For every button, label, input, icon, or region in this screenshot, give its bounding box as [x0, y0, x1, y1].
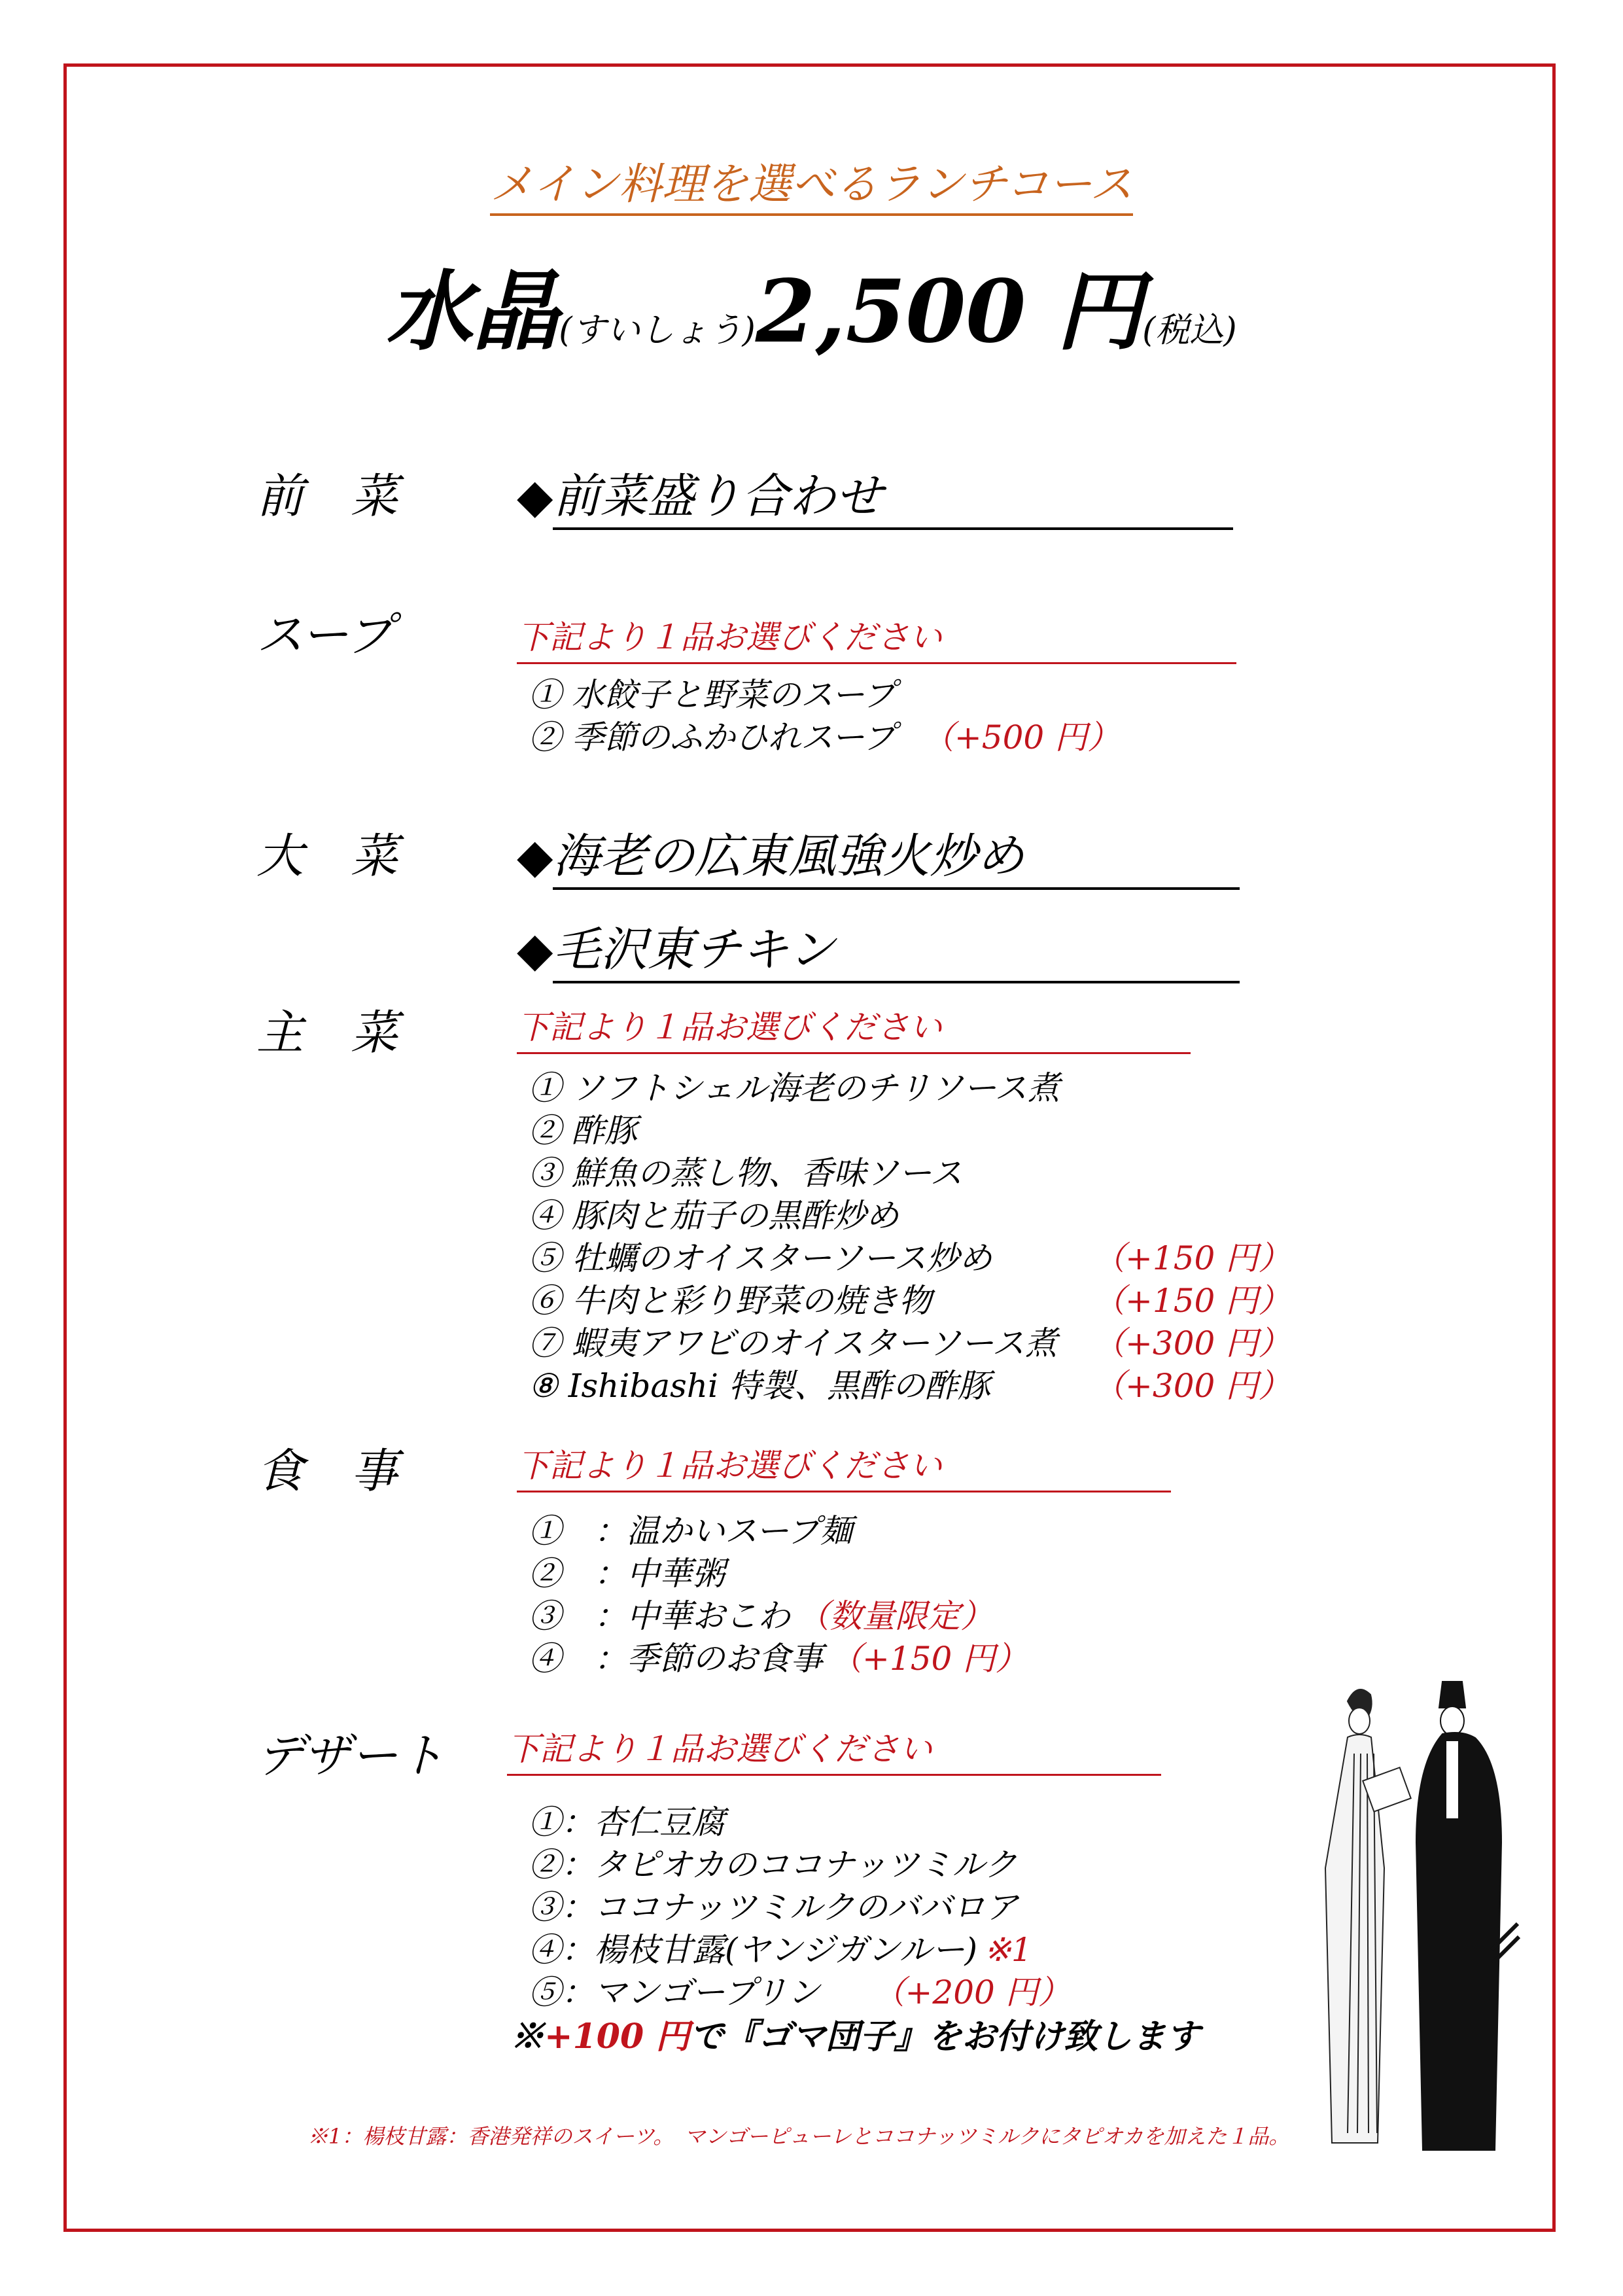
- course-name: 水晶: [386, 261, 559, 362]
- dessert-item-5: ⑤：マンゴープリン （+200 円）: [529, 1973, 1071, 2011]
- main-item-7: ⑦ 蝦夷アワビのオイスターソース煮: [529, 1324, 1058, 1362]
- dessert-item-3: ③：ココナッツミルクのババロア: [529, 1888, 1018, 1926]
- course-subtitle: メイン料理を選べるランチコース: [0, 149, 1623, 211]
- dessert-item-2: ②：タピオカのココナッツミルク: [529, 1846, 1017, 1884]
- main-item-7-price: （+300 円）: [1092, 1324, 1291, 1362]
- category-appetizer: 前 菜: [256, 468, 398, 523]
- appetizer-item: ◆前菜盛り合わせ: [517, 458, 1246, 530]
- category-large: 大 菜: [256, 828, 398, 883]
- soup-choice-note: 下記より１品お選びください: [517, 611, 1236, 664]
- soup-item-2: ② 季節のふかひれスープ （+500 円）: [529, 718, 1121, 756]
- meal-item-3: ③ ：中華おこわ （数量限定）: [529, 1597, 993, 1635]
- meal-item-4: ④ ：季節のお食事 （+150 円）: [529, 1640, 1028, 1678]
- category-meal: 食 事: [256, 1443, 398, 1498]
- dessert-item-1: ①：杏仁豆腐: [529, 1803, 725, 1841]
- main-item-1: ① ソフトシェル海老のチリソース煮: [529, 1069, 1060, 1107]
- category-soup: スープ: [256, 607, 393, 662]
- dessert-item-4: ④：楊枝甘露(ヤンジガンルー) ※1: [529, 1931, 1032, 1969]
- soup-item-1: ① 水餃子と野菜のスープ: [529, 676, 896, 714]
- dessert-extra-note: ※+100 円で『ゴマ団子』をお付け致します: [510, 2017, 1200, 2057]
- category-dessert: デザート: [256, 1728, 445, 1783]
- category-main: 主 菜: [256, 1005, 398, 1060]
- meal-item-1: ① ：温かいスープ麺: [529, 1512, 852, 1550]
- dessert-choice-note: 下記より１品お選びください: [507, 1723, 1161, 1776]
- tang-dynasty-couple-illustration-icon: [1321, 1675, 1524, 2185]
- main-choice-note: 下記より１品お選びください: [517, 1001, 1191, 1054]
- main-item-8-price: （+300 円）: [1092, 1367, 1291, 1405]
- meal-item-2: ② ：中華粥: [529, 1555, 725, 1593]
- main-item-3: ③ 鮮魚の蒸し物、香味ソース: [529, 1154, 963, 1192]
- large-item-2: ◆毛沢東チキン: [517, 911, 1253, 983]
- main-item-6: ⑥ 牛肉と彩り野菜の焼き物: [529, 1282, 932, 1320]
- footnote: ※1：楊枝甘露：香港発祥のスイーツ。 マンゴーピューレとココナッツミルクにタピオカを加えた１品。: [307, 2124, 1290, 2149]
- course-price: 2,500 円: [755, 261, 1143, 362]
- main-item-5: ⑤ 牡蠣のオイスターソース炒め: [529, 1239, 992, 1277]
- main-item-5-price: （+150 円）: [1092, 1239, 1291, 1277]
- meal-choice-note: 下記より１品お選びください: [517, 1439, 1171, 1492]
- large-item-1: ◆海老の広東風強火炒め: [517, 818, 1253, 890]
- course-title: [0, 242, 1623, 366]
- main-item-4: ④ 豚肉と茄子の黒酢炒め: [529, 1197, 899, 1235]
- main-item-2: ② 酢豚: [529, 1112, 637, 1150]
- tax-note: (税込): [1142, 311, 1237, 350]
- main-item-8: ⑧ Ishibashi 特製、黒酢の酢豚: [529, 1367, 990, 1405]
- course-reading: (すいしょう): [559, 311, 756, 350]
- main-item-6-price: （+150 円）: [1092, 1282, 1291, 1320]
